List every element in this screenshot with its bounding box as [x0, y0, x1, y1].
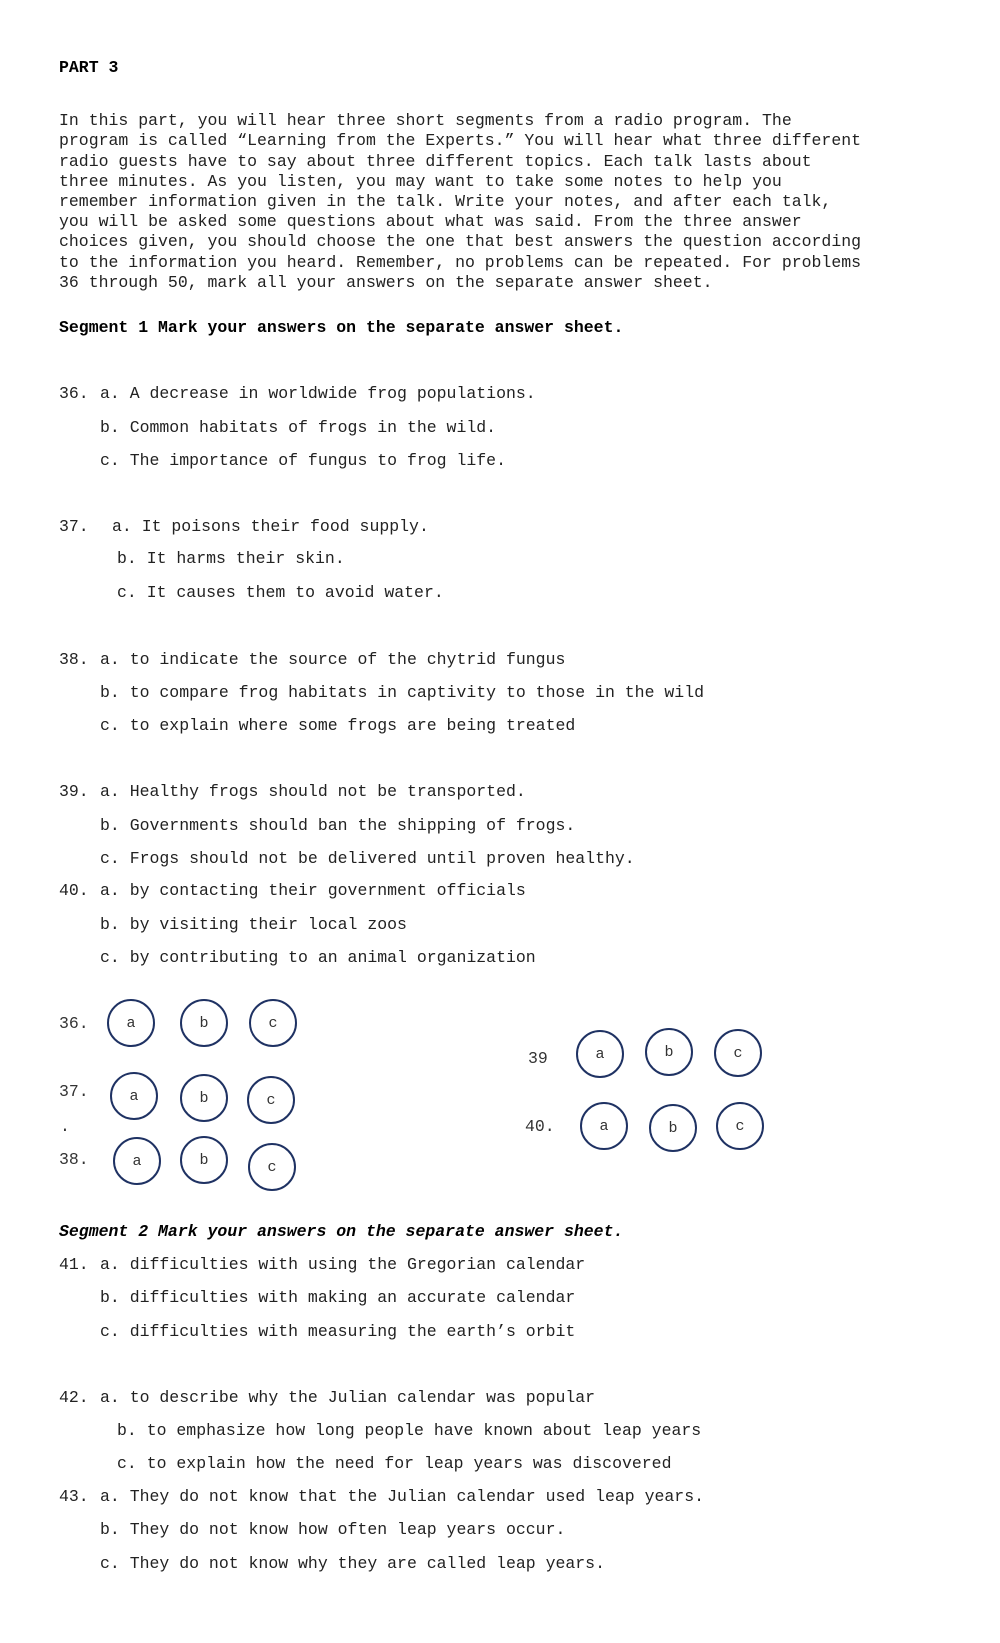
option-c: c. The importance of fungus to frog life. — [100, 451, 506, 470]
option-a: a. difficulties with using the Gregorian calendar — [100, 1255, 586, 1274]
option-b: b. Common habitats of frogs in the wild. — [100, 418, 497, 437]
segment-2-heading: Segment 2 Mark your answers on the separate answer sheet. — [59, 1222, 624, 1241]
intro-line: radio guests have to say about three different topics. Each talk lasts about — [59, 151, 812, 171]
answer-bubble-38-c[interactable]: c — [248, 1143, 296, 1191]
option-b: b. by visiting their local zoos — [100, 915, 407, 934]
answer-label-40: 40. — [525, 1117, 555, 1136]
question-number: 40. — [59, 881, 89, 900]
question-number: 42. — [59, 1388, 89, 1407]
option-a: a. A decrease in worldwide frog populations. — [100, 384, 536, 403]
stray-dot: . — [60, 1117, 70, 1136]
option-a: a. They do not know that the Julian calendar used leap years. — [100, 1487, 704, 1506]
segment-1-heading: Segment 1 Mark your answers on the separate answer sheet. — [59, 318, 624, 337]
question-number: 43. — [59, 1487, 89, 1506]
option-c: c. by contributing to an animal organization — [100, 948, 536, 967]
question-number: 36. — [59, 384, 89, 403]
answer-bubble-36-a[interactable]: a — [107, 999, 155, 1047]
answer-label-36: 36. — [59, 1014, 89, 1033]
option-c: c. It causes them to avoid water. — [117, 583, 444, 602]
answer-bubble-40-a[interactable]: a — [580, 1102, 628, 1150]
option-b: b. to emphasize how long people have known about leap years — [117, 1421, 702, 1440]
answer-bubble-38-a[interactable]: a — [113, 1137, 161, 1185]
option-a: a. by contacting their government officials — [100, 881, 526, 900]
page-title: PART 3 — [59, 58, 119, 77]
option-a: a. to describe why the Julian calendar was popular — [100, 1388, 596, 1407]
intro-line: you will be asked some questions about what was said. From the three answer — [59, 212, 802, 232]
intro-paragraph — [59, 91, 959, 313]
option-a: a. It poisons their food supply. — [112, 517, 429, 536]
answer-label-39: 39 — [528, 1049, 548, 1068]
answer-bubble-37-a[interactable]: a — [110, 1072, 158, 1120]
answer-bubble-40-b[interactable]: b — [649, 1104, 697, 1152]
option-c: c. to explain how the need for leap years was discovered — [117, 1454, 672, 1473]
answer-bubble-39-c[interactable]: c — [714, 1029, 762, 1077]
option-b: b. They do not know how often leap years occur. — [100, 1520, 566, 1539]
intro-line: In this part, you will hear three short segments from a radio program. The — [59, 111, 792, 131]
option-a: a. Healthy frogs should not be transported. — [100, 782, 526, 801]
intro-line: program is called “Learning from the Experts.” You will hear what three different — [59, 131, 862, 151]
answer-bubble-40-c[interactable]: c — [716, 1102, 764, 1150]
answer-bubble-38-b[interactable]: b — [180, 1136, 228, 1184]
question-number: 38. — [59, 650, 89, 669]
answer-label-37: 37. — [59, 1082, 89, 1101]
option-c: c. difficulties with measuring the earth’s orbit — [100, 1322, 576, 1341]
answer-bubble-36-c[interactable]: c — [249, 999, 297, 1047]
option-c: c. Frogs should not be delivered until proven healthy. — [100, 849, 635, 868]
answer-bubble-39-b[interactable]: b — [645, 1028, 693, 1076]
answer-bubble-39-a[interactable]: a — [576, 1030, 624, 1078]
intro-line: choices given, you should choose the one that best answers the question according — [59, 232, 862, 252]
answer-label-38: 38. — [59, 1150, 89, 1169]
answer-bubble-37-b[interactable]: b — [180, 1074, 228, 1122]
option-b: b. difficulties with making an accurate calendar — [100, 1288, 576, 1307]
option-c: c. They do not know why they are called leap years. — [100, 1554, 605, 1573]
option-c: c. to explain where some frogs are being treated — [100, 716, 576, 735]
question-number: 37. — [59, 517, 89, 536]
intro-line: remember information given in the talk. Write your notes, and after each talk, — [59, 192, 832, 212]
option-b: b. It harms their skin. — [117, 549, 345, 568]
intro-line: to the information you heard. Remember, no problems can be repeated. For problems — [59, 252, 862, 272]
intro-line: 36 through 50, mark all your answers on the separate answer sheet. — [59, 272, 713, 292]
answer-bubble-37-c[interactable]: c — [247, 1076, 295, 1124]
option-b: b. to compare frog habitats in captivity to those in the wild — [100, 683, 704, 702]
option-b: b. Governments should ban the shipping of frogs. — [100, 816, 576, 835]
intro-line: three minutes. As you listen, you may want to take some notes to help you — [59, 171, 782, 191]
answer-bubble-36-b[interactable]: b — [180, 999, 228, 1047]
question-number: 41. — [59, 1255, 89, 1274]
question-number: 39. — [59, 782, 89, 801]
option-a: a. to indicate the source of the chytrid fungus — [100, 650, 566, 669]
